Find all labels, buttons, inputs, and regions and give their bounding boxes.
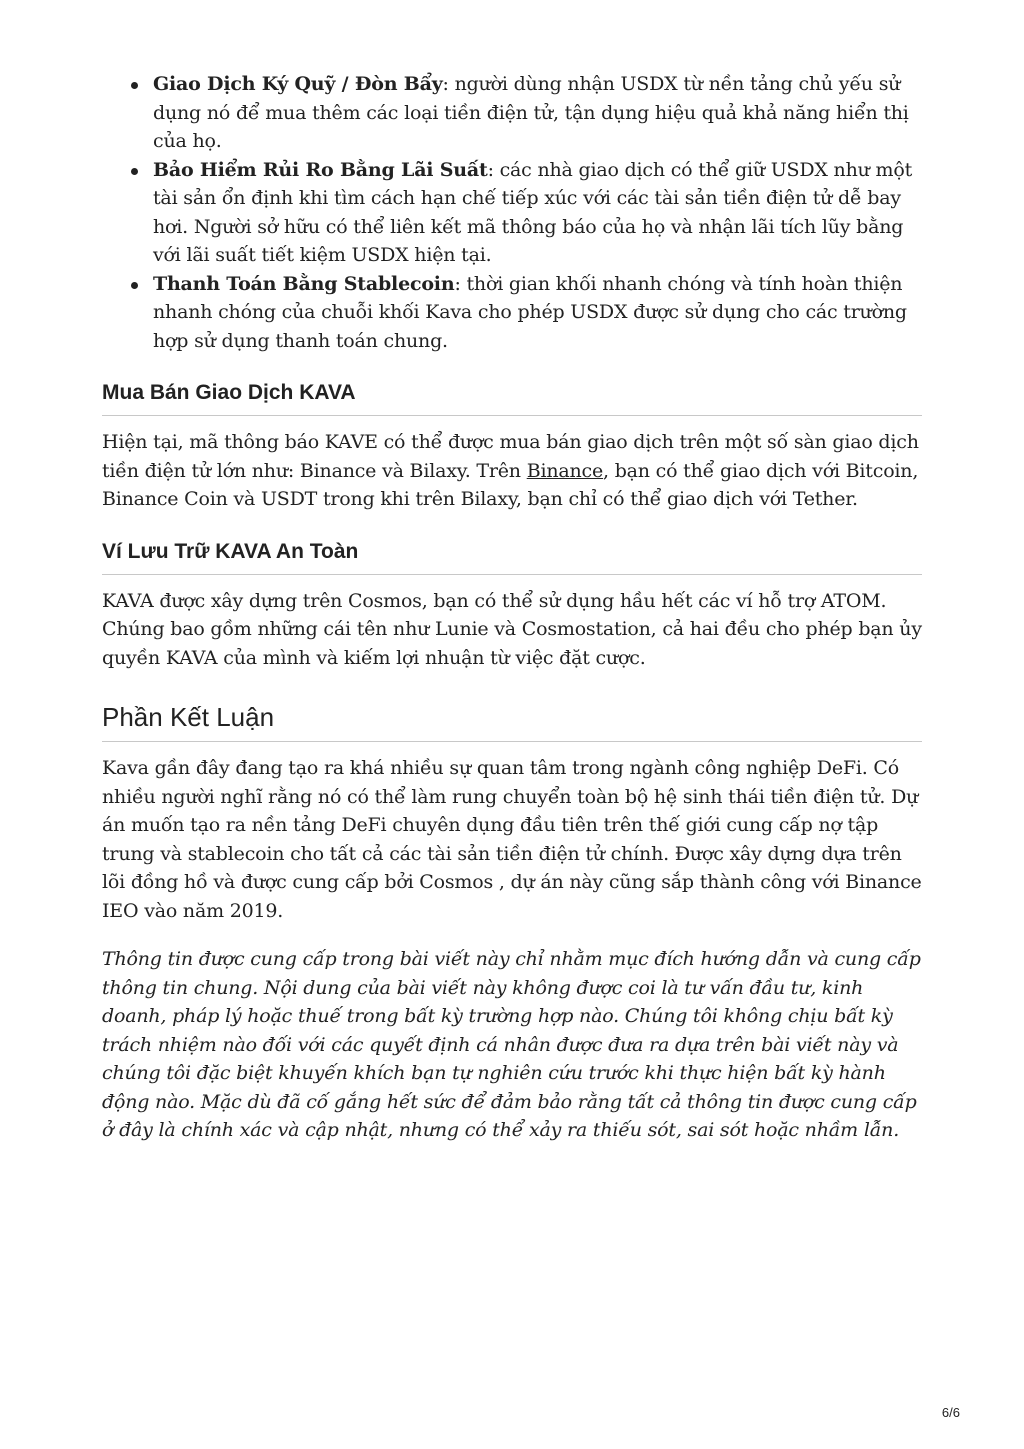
list-item [102,270,922,356]
bullet-dot-icon [131,82,138,89]
bullet-dot-icon [131,282,138,289]
list-item-text: : thời gian khối nhanh chóng và tính hoàn thiện nhanh chóng của chuỗi khối Kava cho phép USDX được sử dụng cho các trường hợp sử dụng thanh toán chung. [153,272,907,352]
list-item-term: Thanh Toán Bằng Stablecoin [153,272,455,295]
list-item-term: Bảo Hiểm Rủi Ro Bằng Lãi Suất [153,158,488,181]
bullet-dot-icon [131,168,138,175]
list-item-term: Giao Dịch Ký Quỹ / Đòn Bẩy [153,73,443,95]
list-item-text: : người dùng nhận USDX từ nền tảng chủ yếu sử dụng nó để mua thêm các loại tiền điện tử, tận dụng hiệu quả khả năng hiển thị của họ. [153,73,909,152]
paragraph-text: Hiện tại, mã thông báo KAVE có thể được mua bán giao dịch trên một số sàn giao dịch tiền điện tử lớn như: Binance và Bilaxy. Trên [102,431,919,482]
section-heading-conclusion: Phần Kết Luận [102,702,922,742]
section-paragraph-trading [102,428,922,514]
disclaimer-paragraph: Thông tin được cung cấp trong bài viết này chỉ nhằm mục đích hướng dẫn và cung cấp thông tin chung. Nội dung của bài viết này không được coi là tư vấn đầu tư, kinh doanh, pháp lý hoặc thuế trong bất kỳ trường hợp nào. Chúng tôi không chịu bất kỳ trách nhiệm nào đối với các quyết định cá nhân được đưa ra dựa trên bài viết này và chúng tôi đặc biệt khuyến khích bạn tự nghiên cứu trước khi thực hiện bất kỳ hành động nào. Mặc dù đã cố gắng hết sức để đảm bảo rằng tất cả thông tin được cung cấp ở đây là chính xác và cập nhật, nhưng có thể xảy ra thiếu sót, sai sót hoặc nhầm lẫn. [102,948,921,1141]
list-item [102,70,922,156]
section-paragraph-wallet: KAVA được xây dựng trên Cosmos, bạn có thể sử dụng hầu hết các ví hỗ trợ ATOM. Chúng bao gồm những cái tên như Lunie và Cosmostation, cả hai đều cho phép bạn ủy quyền KAVA của mình và kiếm lợi nhuận từ việc đặt cược. [102,589,922,669]
list-item-text: : các nhà giao dịch có thể giữ USDX như một tài sản ổn định khi tìm cách hạn chế tiếp xúc với các tài sản tiền điện tử dễ bay hơi. Người sở hữu có thể liên kết mã thông báo của họ và nhận lãi tích lũy bằng với lãi suất tiết kiệm USDX hiện tại. [153,158,913,266]
section-paragraph-conclusion: Kava gần đây đang tạo ra khá nhiều sự quan tâm trong ngành công nghiệp DeFi. Có nhiều người nghĩ rằng nó có thể làm rung chuyển toàn bộ hệ sinh thái tiền điện tử. Dự án muốn tạo ra nền tảng DeFi chuyên dụng đầu tiên trên thế giới cung cấp nợ tập trung và stablecoin cho tất cả các tài sản tiền điện tử chính. Được xây dựng dựa trên lõi đồng hồ và được cung cấp bởi Cosmos , dự án này cũng sắp thành công với Binance IEO vào năm 2019. [102,757,922,922]
binance-link[interactable]: Binance [526,459,604,482]
use-case-list [102,70,922,355]
page-number: 6/6 [941,1405,960,1420]
list-item [102,156,922,270]
paragraph-text: , bạn có thể giao dịch với Bitcoin, Binance Coin và USDT trong khi trên Bilaxy, bạn chỉ có thể giao dịch với Tether. [102,459,919,510]
section-heading-wallet: Ví Lưu Trữ KAVA An Toàn [102,540,922,575]
article-content [102,70,922,1145]
section-heading-trading: Mua Bán Giao Dịch KAVA [102,381,922,416]
